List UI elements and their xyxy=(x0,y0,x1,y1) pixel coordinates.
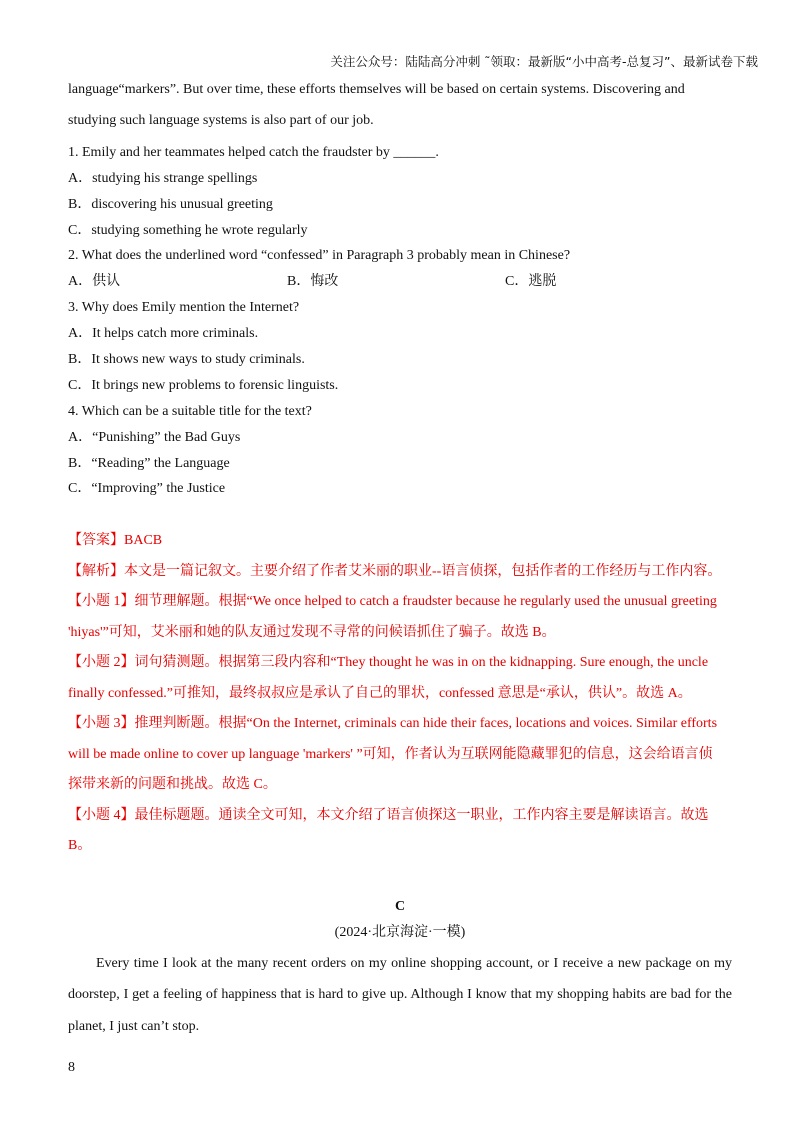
section-letter: C xyxy=(394,898,406,914)
section-c xyxy=(68,896,732,1043)
option-a: A．“Punishing” the Bad Guys xyxy=(68,429,241,445)
page-header: 关注公众号：陆陆高分冲刺 ˜领取：最新版“小中高考-总复习”、最新试卷下载 xyxy=(330,54,758,69)
option-b: B．“Reading” the Language xyxy=(68,455,230,471)
question-2 xyxy=(68,243,732,295)
question-stem: 1. Emily and her teammates helped catch the fraudster by ______. xyxy=(68,145,439,160)
answer-analysis: 【解析】本文是一篇记叙文。主要介绍了作者艾米丽的职业--语言侦探，包括作者的工作经历与工作内容。 xyxy=(68,563,722,579)
answer-q4-line-2: B。 xyxy=(68,838,92,854)
option-b: B．悔改 xyxy=(287,274,339,290)
answer-q2-line-2: finally confessed.”可推知，最终叔叔应是承认了自己的罪状，confessed 意思是“承认，供认”。故选 A。 xyxy=(68,685,692,701)
answer-q3-line-2: will be made online to cover up language 'markers' ”可知，作者认为互联网能隐藏罪犯的信息，这会给语言侦 xyxy=(68,746,713,762)
answer-q1-line-2: 'hiyas'”可知，艾米丽和她的队友通过发现不寻常的问候语抓住了骗子。故选 B。 xyxy=(68,624,556,640)
question-stem: 2. What does the underlined word “confessed” in Paragraph 3 probably mean in Chinese? xyxy=(68,248,571,264)
intro-line-1: language“markers”. But over time, these efforts themselves will be based on certain systems. Discovering and xyxy=(68,82,685,97)
option-c: C．逃脱 xyxy=(505,274,557,290)
answer-q4-line-1: 【小题 4】最佳标题题。通读全文可知，本文介绍了语言侦探这一职业，工作内容主要是解读语言。故选 xyxy=(68,807,709,823)
option-b: B．discovering his unusual greeting xyxy=(68,196,273,212)
answer-q3-line-1: 【小题 3】推理判断题。根据“On the Internet, criminals can hide their faces, locations and voices. Similar efforts xyxy=(68,716,718,732)
option-a: A．studying his strange spellings xyxy=(68,171,258,186)
question-stem: 3. Why does Emily mention the Internet? xyxy=(68,300,300,316)
option-a: A．It helps catch more criminals. xyxy=(68,326,259,342)
question-3 xyxy=(68,295,732,398)
option-b: B．It shows new ways to study criminals. xyxy=(68,352,305,368)
question-stem: 4. Which can be a suitable title for the text? xyxy=(68,403,312,419)
option-c: C．It brings new problems to forensic linguists. xyxy=(68,377,339,393)
page-content xyxy=(68,74,732,1042)
answer-q3-line-3: 探带来新的问题和挑战。故选 C。 xyxy=(68,777,277,793)
answer-section xyxy=(68,526,732,862)
options-row xyxy=(68,269,732,295)
page-number: 8 xyxy=(68,1060,75,1075)
intro-line-2: studying such language systems is also part of our job. xyxy=(68,113,374,128)
option-c: C．“Improving” the Justice xyxy=(68,481,226,497)
question-1 xyxy=(68,140,732,243)
option-c: C．studying something he wrote regularly xyxy=(68,222,308,238)
section-source: (2024·北京海淀·一模) xyxy=(334,924,466,940)
question-4 xyxy=(68,399,732,502)
answer-q1-line-1: 【小题 1】细节理解题。根据“We once helped to catch a fraudster because he regularly used the unusual greeting xyxy=(68,594,717,610)
answer-q2-line-1: 【小题 2】词句猜测题。根据第三段内容和“They thought he was in on the kidnapping. Sure enough, the uncle xyxy=(68,655,709,671)
option-a: A．供认 xyxy=(68,274,121,290)
answer-key: 【答案】BACB xyxy=(68,533,163,549)
section-paragraph: Every time I look at the many recent orders on my online shopping account, or I receive a new package on my doorstep, I get a feeling of happiness that is hard to give up. Although I know that my shopping habits are bad for the planet, I just can’t stop. xyxy=(68,955,732,1034)
